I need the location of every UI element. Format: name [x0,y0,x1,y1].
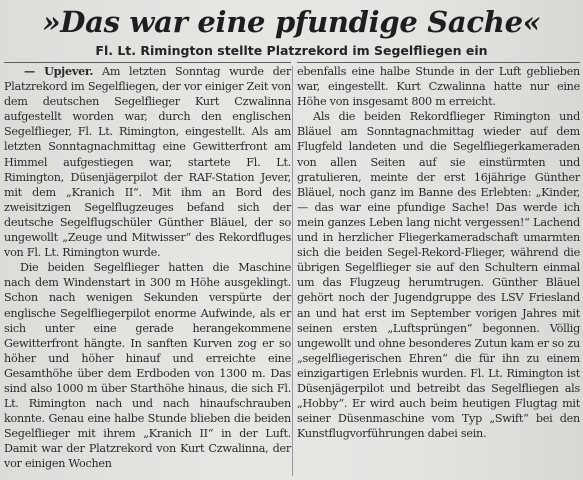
subheadline: Fl. Lt. Rimington stellte Platzrekord im Segelfliegen ein [95,43,488,58]
paragraph-text: Am letzten Sonntag wurde der Platzrekord im Segelfliegen, der vor einiger Zeit von dem deutschen Segelflieger Kurt Czwalinna aufgestellt worden war, durch den englischen Segelflieger, Fl. Lt. Rimington, eingestellt. Als am letzten Sonntagnachmittag eine Gewitterfront am Himmel aufgestiegen war, startete Fl. Lt. Rimington, Düsenjägerpilot der RAF-Station Jever, mit dem „Kranich II“. Mit ihm an Bord des zweisitzigen Segelflugzeuges befand sich der deutsche Segelflugschüler Günther Bläuel, der so ungewollt „Zeuge und Mitwisser“ des Rekordfluges von Fl. Lt. Rimington wurde. [4,65,291,260]
right-column [297,64,580,441]
paragraph: Als die beiden Rekordflieger Rimington und Bläuel am Sonntagnachmittag wieder auf dem Flugfeld landeten und die Segelfliegerkameraden von allen Seiten auf sie einstürmten und gratulieren, meinte der erst 16jährige Günther Bläuel, noch ganz im Banne des Erlebten: „Kinder, — das war eine pfundige Sache! Das werde ich mein ganzes Leben lang nicht vergessen!“ Lachend und in herzlicher Fliegerkameradschaft umarmten sich die beiden Segel-Rekord-Flieger, während die übrigen Segelflieger sie auf den Schultern einmal um das Flugzeug herumtrugen. Günther Bläuel gehört noch der Jugendgruppe des LSV Friesland an und hat erst im September vorigen Jahres mit seinen ersten „Luftsprüngen“ begonnen. Völlig ungewollt und ohne besonderes Zutun kam er so zu „segelfliegerischen Ehren“ die für ihn zu einem einzigartigen Erlebnis wurden. Fl. Lt. Rimington ist Düsenjägerpilot und betreibt das Segelfliegen als „Hobby“. Er wird auch beim heutigen Flugtag mit seiner Düsenmaschine vom Typ „Swift“ bei den Kunstflugvorführungen dabei sein. [297,110,580,441]
headline: »Das war eine pfundige Sache« [42,5,541,39]
paragraph: Die beiden Segelflieger hatten die Maschine nach dem Windenstart in 300 m Höhe ausgeklingt. Schon nach wenigen Sekunden verspürte der englische Segelfliegerpilot enorme Aufwinde, als er sich unter eine gerade herangekommene Gewitterfront hängte. In sanften Kurven zog er so höher und höher hinauf und erreichte eine Gesamthöhe über dem Erdboden von 1300 m. Das sind also 1000 m über Starthöhe hinaus, die sich Fl. Lt. Rimington nach und nach hinaufschrauben konnte. Genau eine halbe Stunde blieben die beiden Segelflieger mit ihrem „Kranich II“ in der Luft. Damit war der Platzrekord von Kurt Czwalinna, der vor einigen Wochen [4,261,291,471]
right-rule [297,62,580,63]
left-column [4,64,291,472]
paragraph [4,64,291,260]
left-rule [4,62,291,63]
column-divider [292,66,293,476]
paragraph: ebenfalls eine halbe Stunde in der Luft geblieben war, eingestellt. Kurt Czwalinna hatte nur eine Höhe von insgesamt 800 m erreicht. [297,65,580,109]
dateline: — Upjever. [24,64,94,78]
